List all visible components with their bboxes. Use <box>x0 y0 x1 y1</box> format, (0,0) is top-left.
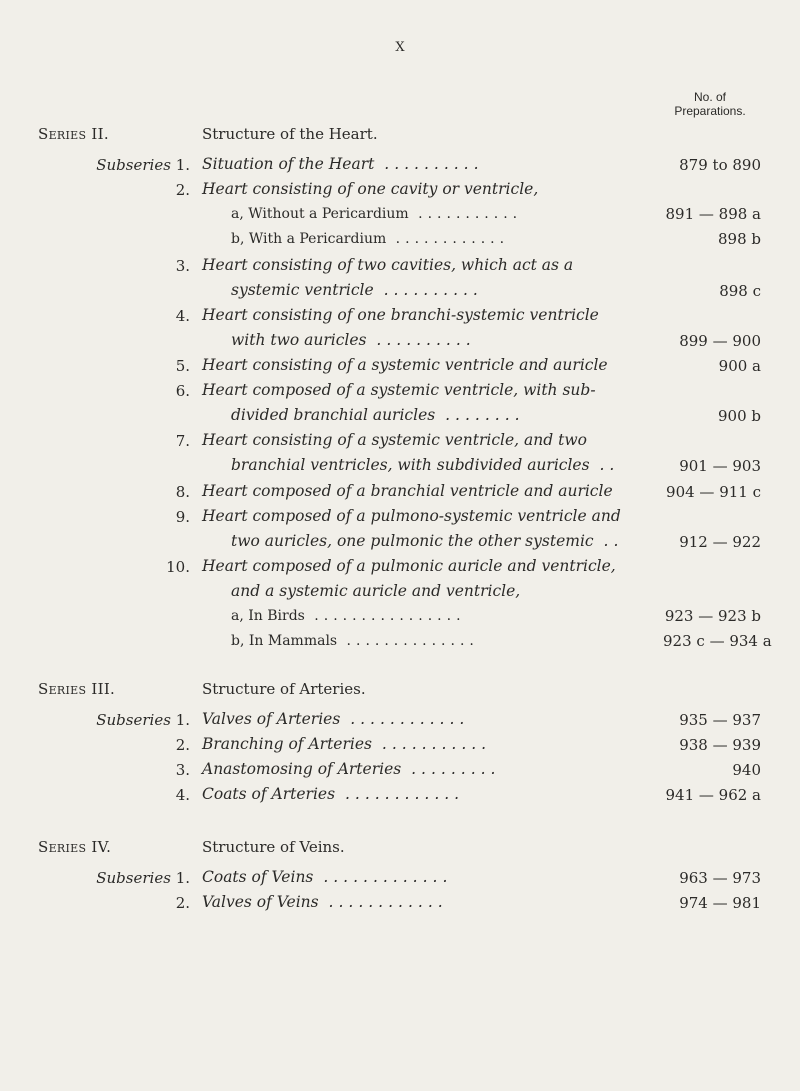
series-label: Series III. <box>38 680 116 698</box>
entry-text: Coats of Arteries ............ <box>202 785 465 803</box>
preparation-range: 938 — 939 <box>679 736 761 754</box>
preparation-range: 923 — 923 b <box>664 607 761 625</box>
entry-text: Valves of Arteries ............ <box>202 710 470 728</box>
entry-text: Valves of Veins ............ <box>202 893 448 911</box>
entry-text: Situation of the Heart .......... <box>202 155 484 173</box>
preparation-range: 900 b <box>717 407 761 425</box>
entry-number: Subseries 1. <box>96 711 190 729</box>
entry-text: a, In Birds ................ <box>231 608 466 624</box>
series-title: Structure of Arteries. <box>202 680 366 698</box>
entry-number: 2. <box>175 181 190 199</box>
entry-text: Branching of Arteries ........... <box>202 735 492 753</box>
preparation-range: 899 — 900 <box>679 332 761 350</box>
series-title: Structure of Veins. <box>202 838 345 856</box>
entry-text: a, Without a Pericardium ........... <box>231 206 523 222</box>
entry-number: Subseries 1. <box>96 869 190 887</box>
preparation-range: 963 — 973 <box>679 869 761 887</box>
preparation-range: 891 — 898 a <box>665 205 761 223</box>
entry-text: and a systemic auricle and ventricle, <box>231 582 521 600</box>
entry-number: 3. <box>175 257 190 275</box>
entry-number: 3. <box>175 761 190 779</box>
entry-number: 9. <box>175 508 190 526</box>
preparation-range: 941 — 962 a <box>665 786 761 804</box>
preparation-range: 935 — 937 <box>679 711 761 729</box>
entry-text: Coats of Veins ............. <box>202 868 453 886</box>
entry-text: Heart composed of a systemic ventricle, with sub- <box>202 381 596 399</box>
entry-text: Heart composed of a pulmonic auricle and ventricle, <box>202 557 616 575</box>
entry-text: with two auricles .......... <box>231 331 476 349</box>
entry-text: Heart consisting of a systemic ventricle and auricle <box>202 356 608 374</box>
preparation-range: 904 — 911 c <box>666 483 761 501</box>
entry-number: 2. <box>175 736 190 754</box>
entry-text: Heart consisting of a systemic ventricle, and two <box>202 431 587 449</box>
entry-number: 8. <box>175 483 190 501</box>
column-header-line-1: No. of <box>693 90 726 104</box>
page-number: X <box>395 40 405 55</box>
entry-number: 2. <box>175 894 190 912</box>
preparation-range: 923 c — 934 a <box>663 632 772 650</box>
preparation-range: 912 — 922 <box>679 533 761 551</box>
entry-text: b, With a Pericardium ............ <box>231 231 510 247</box>
entry-number: 4. <box>175 307 190 325</box>
entry-text: two auricles, one pulmonic the other systemic .. <box>231 532 624 550</box>
entry-number: 5. <box>175 357 190 375</box>
entry-text: divided branchial auricles ........ <box>231 406 525 424</box>
entry-number: 4. <box>175 786 190 804</box>
entry-text: systemic ventricle .......... <box>231 281 483 299</box>
entry-number: 6. <box>175 382 190 400</box>
preparation-range: 898 b <box>717 230 761 248</box>
entry-text: Heart consisting of one branchi-systemic ventricle <box>202 306 599 324</box>
series-label: Series IV. <box>38 838 112 856</box>
preparation-range: 940 <box>732 761 761 779</box>
preparation-range: 974 — 981 <box>679 894 761 912</box>
entry-text: Heart composed of a pulmono-systemic ventricle and <box>202 507 621 525</box>
subseries-label: Subseries <box>96 869 171 887</box>
subseries-label: Subseries <box>96 711 171 729</box>
entry-text: Anastomosing of Arteries ......... <box>202 760 501 778</box>
subseries-label: Subseries <box>96 156 171 174</box>
entry-number: 10. <box>166 558 190 576</box>
entry-number: Subseries 1. <box>96 156 190 174</box>
preparation-range: 901 — 903 <box>679 457 761 475</box>
entry-text: Heart consisting of one cavity or ventricle, <box>202 180 539 198</box>
preparation-range: 898 c <box>719 282 761 300</box>
series-title: Structure of the Heart. <box>202 125 378 143</box>
series-label: Series II. <box>38 125 109 143</box>
entry-text: b, In Mammals .............. <box>231 633 479 649</box>
column-header-line-2: Preparations. <box>674 104 746 118</box>
preparation-range: 879 to 890 <box>679 156 761 174</box>
entry-number: 7. <box>175 432 190 450</box>
preparation-range: 900 a <box>718 357 761 375</box>
entry-text: Heart consisting of two cavities, which act as a <box>202 256 574 274</box>
entry-text: Heart composed of a branchial ventricle and auricle <box>202 482 613 500</box>
entry-text: branchial ventricles, with subdivided auricles .. <box>231 456 620 474</box>
